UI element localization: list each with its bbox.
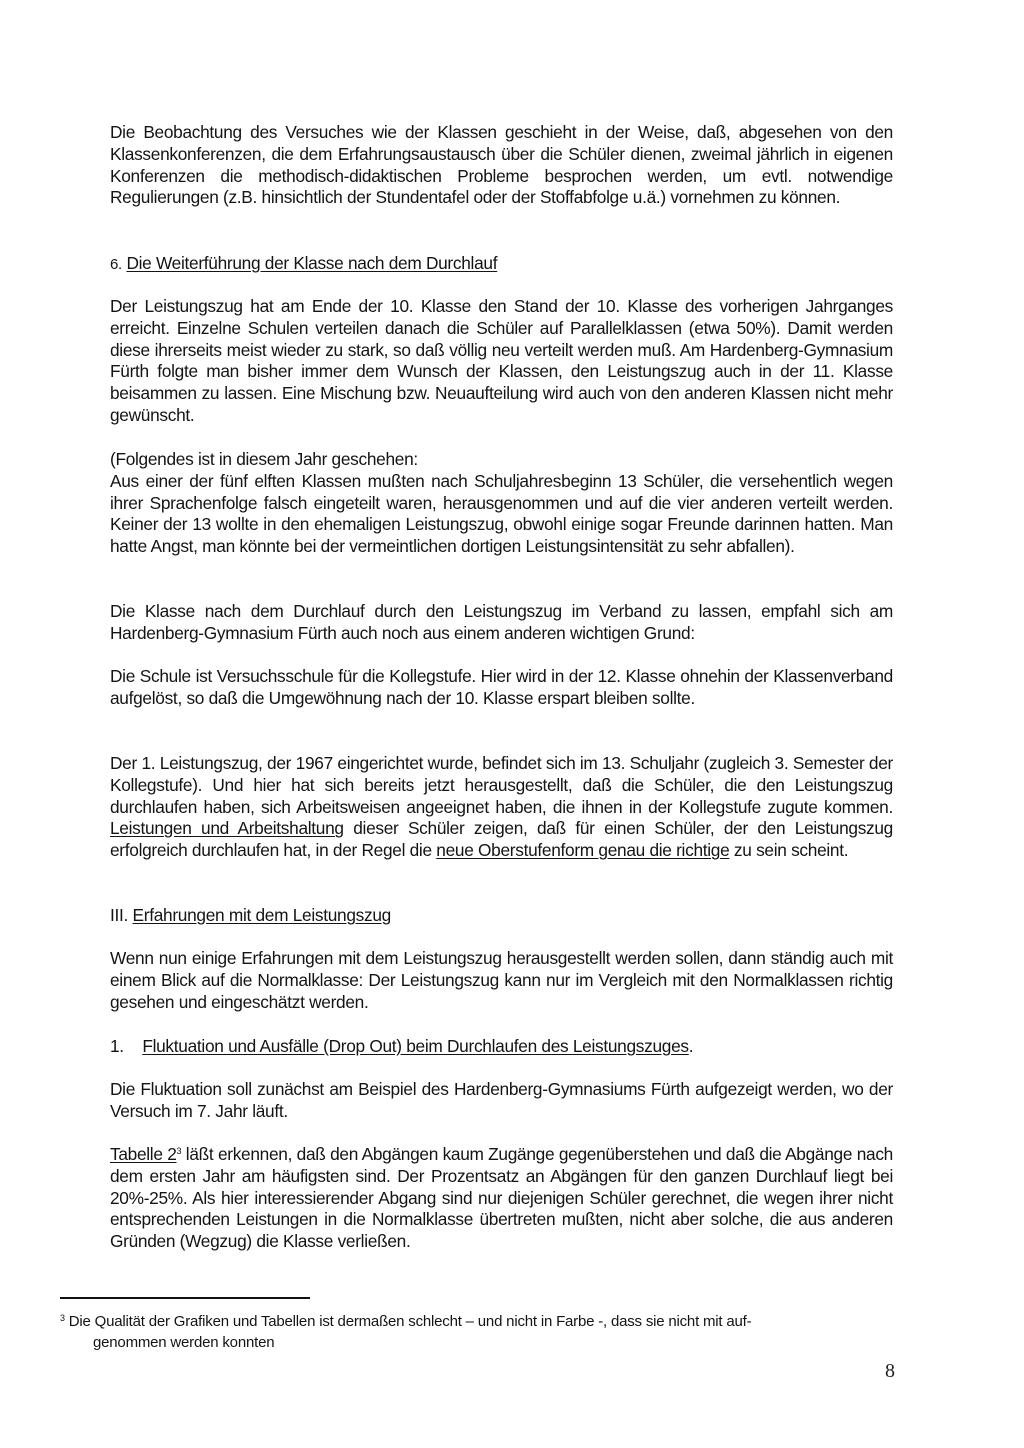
- paragraph-leistungszug-end: Der Leistungszug hat am Ende der 10. Klasse den Stand der 10. Klasse des vorherigen Jahrganges erreicht. Einzelne Schulen verteilen danach die Schüler auf Parallelklassen (etwa 50%). Damit werden diese ihrerseits meist wieder zu stark, so daß völlig neu verteilt werden muß. Am Hardenberg-Gymnasium Fürth folgte man bisher immer dem Wunsch der Klassen, den Leistungszug auch in der 11. Klasse beisammen zu lassen. Eine Mischung bzw. Neuaufteilung wird auch von den anderen Klassen nicht mehr gewünscht.: [110, 296, 893, 425]
- text-run: dieser Schüler zeigen, daß für einen Schüler, der den Leistungszug erfolgreich durchlaufen hat, in der Regel die: [110, 818, 893, 861]
- paragraph-verband: Die Klasse nach dem Durchlauf durch den Leistungszug im Verband zu lassen, empfahl sich am Hardenberg-Gymnasium Fürth auch noch aus einem anderen wichtigen Grund:: [110, 601, 893, 643]
- footnote-text-line2: genommen werden konnten: [93, 1334, 275, 1351]
- paragraph-this-year: [110, 449, 893, 558]
- footnote-text-line1: Die Qualität der Grafiken und Tabellen ist dermaßen schlecht – und nicht in Farbe -, dass sie nicht mit auf-: [64, 1313, 752, 1330]
- paragraph-fluktuation: Die Fluktuation soll zunächst am Beispiel des Hardenberg-Gymnasiums Fürth aufgezeigt werden, wo der Versuch im 7. Jahr läuft.: [110, 1079, 893, 1121]
- section-heading-6: [110, 253, 893, 276]
- footnote-separator: [60, 1297, 310, 1299]
- paragraph-observation: Die Beobachtung des Versuches wie der Klassen geschieht in der Weise, daß, abgesehen von den Klassenkonferenzen, die dem Erfahrungsaustausch über die Schüler dienen, zweimal jährlich in eigenen Konferenzen die methodisch-didaktischen Probleme besprochen werden, um evtl. notwendige Regulierungen (z.B. hinsichtlich der Stundentafel oder der Stoffabfolge u.ä.) vornehmen zu können.: [110, 122, 893, 208]
- section-heading-III: [110, 905, 893, 927]
- section-number: III.: [110, 905, 129, 925]
- paragraph-intro-line: (Folgendes ist in diesem Jahr geschehen:: [110, 449, 418, 469]
- section-heading-1: [110, 1036, 893, 1058]
- footnote: [60, 1311, 890, 1353]
- section-number: 6.: [110, 256, 122, 273]
- section-title: Die Weiterführung der Klasse nach dem Durchlauf: [126, 253, 498, 273]
- section-title: Fluktuation und Ausfälle (Drop Out) beim Durchlaufen des Leistungszuges: [142, 1036, 689, 1056]
- text-run: zu sein scheint.: [729, 840, 849, 861]
- footnote-number: 3: [60, 1313, 65, 1323]
- underlined-phrase-leistungen: Leistungen und Arbeitshaltung: [110, 818, 344, 839]
- text-run: .: [688, 1036, 694, 1056]
- text-run: Der 1. Leistungszug, der 1967 eingerichtet wurde, befindet sich im 13. Schuljahr (zugleich 3. Semester der Kollegstufe). Und hier hat sich bereits jetzt herausgestellt, daß die Schüler, die den Leistungszug durchlaufen haben, sich Arbeitsweisen angeeignet haben, die ihnen in der Kollegstufe zugute kommen.: [110, 753, 893, 817]
- section-number: 1.: [110, 1036, 124, 1056]
- underlined-phrase-oberstufenform: neue Oberstufenform genau die richtige: [436, 840, 730, 861]
- paragraph-body: Aus einer der fünf elften Klassen mußten nach Schuljahresbeginn 13 Schüler, die versehentlich wegen ihrer Sprachenfolge falsch eingeteilt waren, herausgenommen und auf die vier anderen verteilt werden. Keiner der 13 wollte in den ehemaligen Leistungszug, obwohl einige sogar Freunde darinnen hatten. Man hatte Angst, man könnte bei der vermeintlichen dortigen Leistungsintensität zu sehr abfallen).: [110, 470, 893, 557]
- section-title: Erfahrungen mit dem Leistungszug: [132, 905, 391, 925]
- footnote-marker[interactable]: 3: [176, 1146, 182, 1156]
- page-number: 8: [885, 1360, 895, 1382]
- paragraph-versuchsschule: Die Schule ist Versuchsschule für die Kollegstufe. Hier wird in der 12. Klasse ohnehin der Klassenverband aufgelöst, so daß die Umgewöhnung nach der 10. Klasse erspart bleiben sollte.: [110, 666, 893, 708]
- text-run: läßt erkennen, daß den Abgängen kaum Zugänge gegenüberstehen und daß die Abgänge nach dem ersten Jahr am häufigsten sind. Der Prozentsatz an Abgängen für den ganzen Durchlauf liegt bei 20%-25%. Als hier interessierender Abgang sind nur diejenigen Schüler gerechnet, die wegen ihrer nicht entsprechenden Leistungen in die Normalklasse übertreten mußten, nicht aber solche, die aus anderen Gründen (Wegzug) die Klasse verließen.: [110, 1144, 893, 1252]
- paragraph-tabelle: [110, 1144, 893, 1253]
- table-reference-link[interactable]: Tabelle 2: [110, 1144, 177, 1164]
- paragraph-first-leistungszug: [110, 753, 893, 862]
- paragraph-erfahrungen: Wenn nun einige Erfahrungen mit dem Leistungszug herausgestellt werden sollen, dann ständig auch mit einem Blick auf die Normalklasse: Der Leistungszug kann nur im Vergleich mit den Normalklassen richtig gesehen und eingeschätzt werden.: [110, 948, 893, 1012]
